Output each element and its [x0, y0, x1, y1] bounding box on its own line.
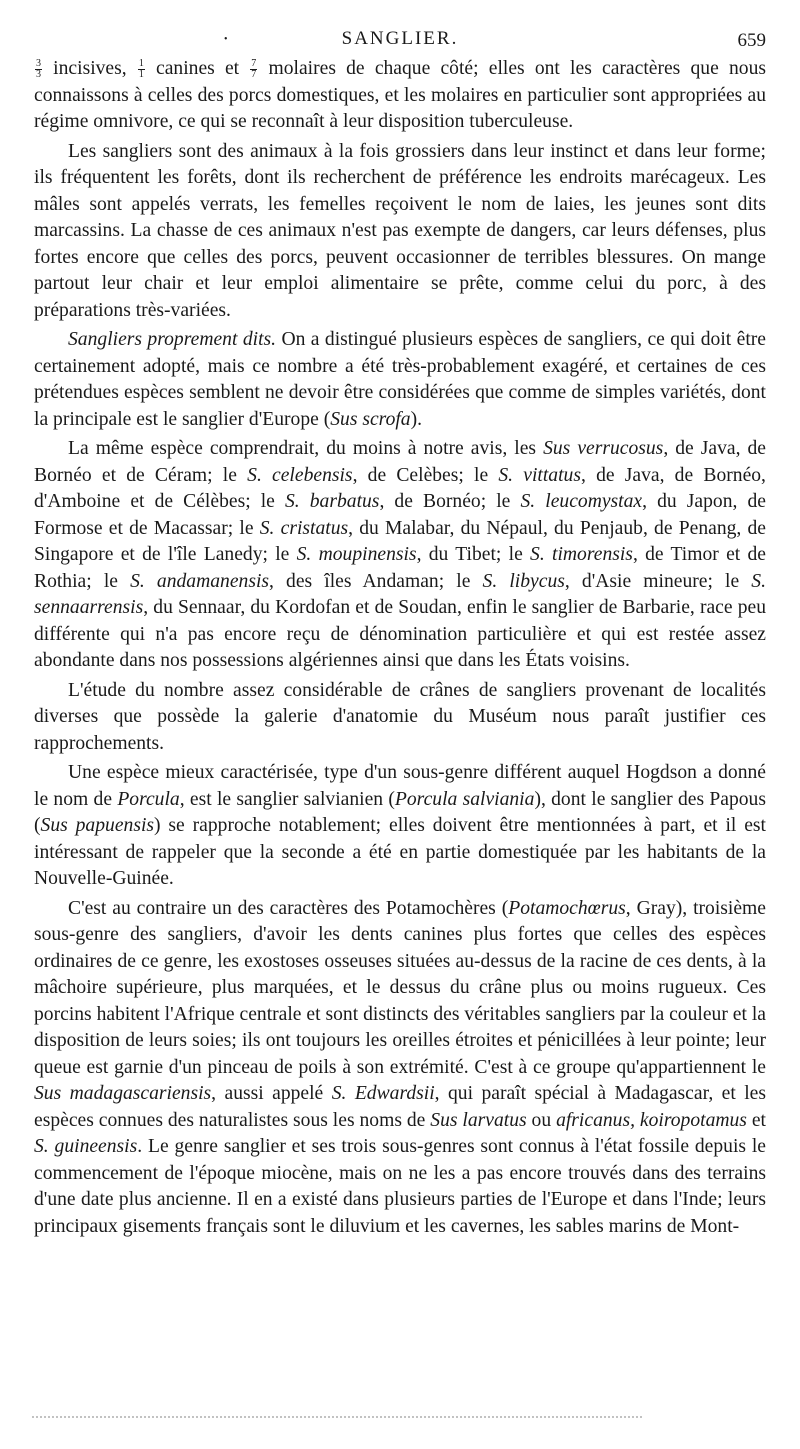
fraction-canines: $\frac{1}{1}$ — [138, 58, 144, 80]
paragraph-5: L'étude du nombre assez considérable de crânes de sangliers provenant de localités diverses que possède la galerie d'anatomie du Muséum nous paraît justifier ces rapprochements. — [34, 679, 766, 754]
paragraph-3: Sangliers proprement dits. On a distingué plusieurs espèces de sangliers, ce qui doit être certainement adopté, mais ce nombre a été très-probablement exagéré, et certaines de ces prétendues espèces semblent ne devoir être considérées que comme de simples variétés, dont la principale est le sanglier d'Europe (Sus scrofa). — [34, 329, 766, 430]
paragraph-1: $\frac{3}{3}$ incisives, $\frac{1}{1}$ canines et $\frac{7}{7}$ molaires de chaque côté; elles ont les caractères que nous connaissons à celles des porcs domestiques, et les molaires en particulier sont appropriées au régime omnivore, ce qui se reconnaît à leur disposition tuberculeuse. — [34, 58, 766, 132]
section-heading: Sangliers proprement dits. — [68, 329, 277, 350]
page-title: SANGLIER. — [341, 28, 459, 49]
paragraph-7: C'est au contraire un des caractères des Potamochères (Potamochœrus, Gray), troisième sous-genre des sangliers, d'avoir les dents canines plus fortes que celles des espèces ordinaires de ce genre, les exostoses osseuses situées au-dessus de la racine de ces dents, à la mâchoire supérieure, plus marquées, et le dessus du crâne plus ou moins rugueux. Ces porcins habitent l'Afrique centrale et sont distincts des véritables sangliers par la couleur et la disposition de leurs soies; ils ont toujours les oreilles étroites et pénicillées à leur pointe; leur queue est garnie d'un pinceau de poils à son extrémité. C'est à ce groupe qu'appartiennent le Sus madagascariensis, aussi appelé S. Edwardsii, qui paraît spécial à Madagascar, et les espèces connues des naturalistes sous les noms de Sus larvatus ou africanus, koiropotamus et S. guineensis. Le genre sanglier et ses trois sous-genres sont connus à l'état fossile depuis le commencement de l'époque miocène, mais on ne les a pas encore trouvés dans des terrains d'une date plus ancienne. Il en a existé dans plusieurs parties de l'Europe et dans l'Inde; leurs principaux gisements français sont le diluvium et les cavernes, les sables marins de Mont- — [34, 897, 766, 1237]
paragraph-6: Une espèce mieux caractérisée, type d'un sous-genre différent auquel Hogdson a donné le nom de Porcula, est le sanglier salvianien (Porcula salviania), dont le sanglier des Papous (Sus papuensis) se rapproche notablement; elles doivent être mentionnées à part, et il est intéressant de rappeler que la seconde a été en partie domestiquée par les habitants de la Nouvelle-Guinée. — [34, 762, 766, 889]
page — [34, 24, 766, 1243]
running-header — [34, 24, 766, 56]
paragraph-2: Les sangliers sont des animaux à la fois grossiers dans leur instinct et dans leur forme; ils fréquentent les forêts, dont ils recherchent de préférence les endroits marécageux. Les mâles sont appelés verrats, les femelles reçoivent le nom de laies, les jeunes sont dits marcassins. La chasse de ces animaux n'est pas exempte de dangers, car leurs défenses, plus fortes encore que celles des porcs, peuvent occasionner de terribles blessures. On mange partout leur chair et leur emploi alimentaire se prête, comme celui du porc, à des préparations très-variées. — [34, 140, 766, 321]
header-bullet: • — [224, 34, 228, 45]
body-text — [34, 56, 766, 1240]
page-number: 659 — [737, 30, 766, 51]
fraction-incisives: $\frac{3}{3}$ — [36, 58, 41, 80]
footer-bleed-through — [32, 1416, 642, 1420]
fraction-molaires: $\frac{7}{7}$ — [251, 58, 257, 80]
paragraph-4: La même espèce comprendrait, du moins à notre avis, les Sus verrucosus, de Java, de Bornéo et de Céram; le S. celebensis, de Celèbes; le S. vittatus, de Java, de Bornéo, d'Amboine et de Célèbes; le S. barbatus, de Bornéo; le S. leucomystax, du Japon, de Formose et de Macassar; le S. cristatus, du Malabar, du Népaul, du Penjaub, de Penang, de Singapore et de l'île Lanedy; le S. moupinensis, du Tibet; le S. timorensis, de Timor et de Rothia; le S. andamanensis, des îles Andaman; le S. libycus, d'Asie mineure; le S. sennaarrensis, du Sennaar, du Kordofan et de Soudan, enfin le sanglier de Barbarie, race peu différente qui n'a pas encore reçu de dénomination particulière et qui est restée assez abondante dans nos possessions algériennes ainsi que dans les États voisins. — [34, 438, 767, 671]
